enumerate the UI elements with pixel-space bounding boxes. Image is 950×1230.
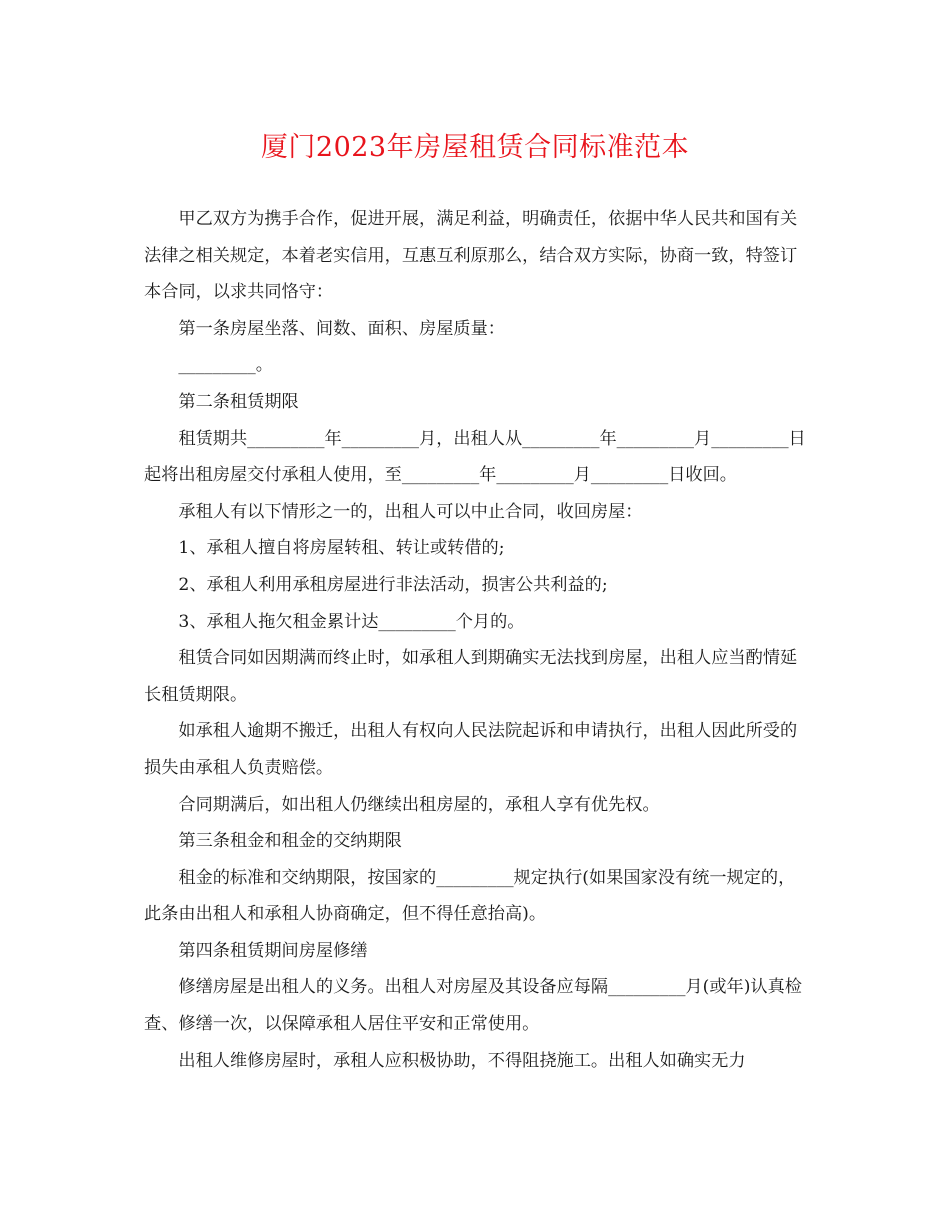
list-item-2: 2、承租人利用承租房屋进行非法活动，损害公共利益的; xyxy=(178,574,608,595)
paragraph-repair-cooperation: 出租人维修房屋时，承租人应积极协助，不得阻挠施工。出租人如确实无力 xyxy=(178,1050,746,1071)
list-item-3: 3、承租人拖欠租金累计达_________个月的。 xyxy=(178,611,525,632)
document-body xyxy=(144,201,806,1079)
paragraph-lease-term: 租赁期共_________年_________月，出租人从_________年_________月_________日起将出租房屋交付承租人使用，至_________年_________月_________日收回。 xyxy=(144,428,806,486)
paragraph-rent-standard: 租金的标准和交纳期限，按国家的_________规定执行(如果国家没有统一规定的，此条由出租人和承租人协商确定，但不得任意抬高)。 xyxy=(144,867,796,925)
paragraph-repair-duty: 修缮房屋是出租人的义务。出租人对房屋及其设备应每隔_________月(或年)认真检查、修缮一次，以保障承租人居住平安和正常使用。 xyxy=(144,977,802,1035)
paragraph-preamble: 甲乙双方为携手合作，促进开展，满足利益，明确责任，依据中华人民共和国有关法律之相关规定，本着老实信用，互惠互利原那么，结合双方实际，协商一致，特签订本合同，以求共同恪守： xyxy=(144,209,798,303)
article-4-heading: 第四条租赁期间房屋修缮 xyxy=(178,940,368,961)
paragraph-extension: 租赁合同如因期满而终止时，如承租人到期确实无法找到房屋，出租人应当酌情延长租赁期限。 xyxy=(144,648,798,705)
paragraph-termination-conditions: 承租人有以下情形之一的，出租人可以中止合同，收回房屋： xyxy=(178,501,643,522)
list-item-1: 1、承租人擅自将房屋转租、转让或转借的; xyxy=(178,538,505,559)
article-3-heading: 第三条租金和租金的交纳期限 xyxy=(178,831,402,852)
article-1-heading: 第一条房屋坐落、间数、面积、房屋质量： xyxy=(178,318,505,339)
article-2-heading: 第二条租赁期限 xyxy=(178,391,299,412)
paragraph-eviction: 如承租人逾期不搬迁，出租人有权向人民法院起诉和申请执行，出租人因此所受的损失由承租人负责赔偿。 xyxy=(144,721,798,778)
paragraph-priority: 合同期满后，如出租人仍继续出租房屋的，承租人享有优先权。 xyxy=(178,794,660,815)
article-1-blank: _________。 xyxy=(178,355,273,376)
document-title: 厦门2023年房屋租赁合同标准范本 xyxy=(260,132,690,163)
